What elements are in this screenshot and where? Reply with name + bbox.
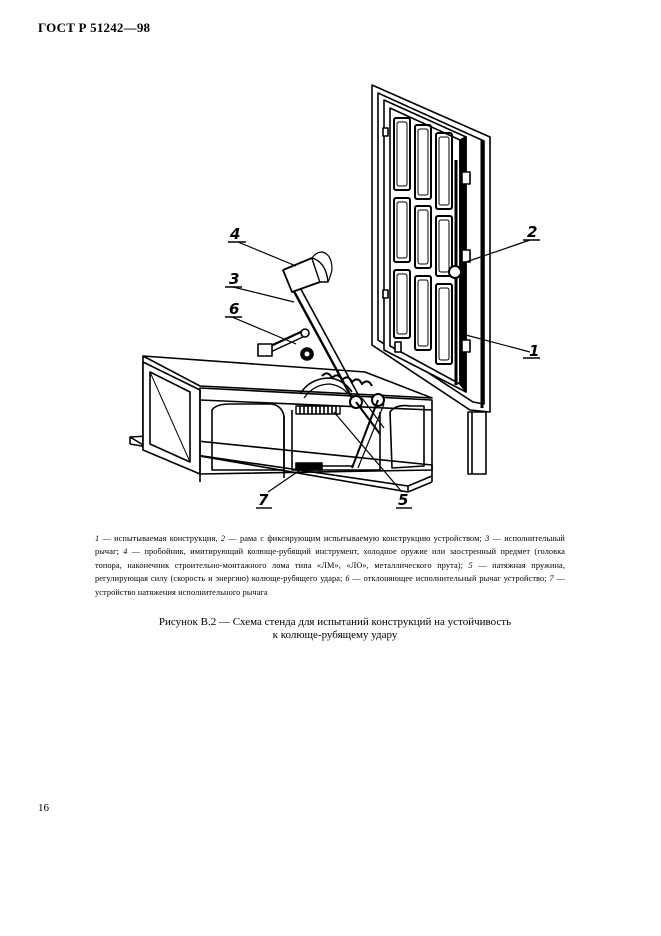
page-number: 16: [38, 802, 49, 814]
callout-5: 5: [398, 491, 409, 509]
legend-num-3: 3: [485, 534, 490, 543]
legend-text-4: пробойник, имитирующий колюще-рубящий инструмент, холодное оружие или заостренный предмет (головка топора, наконечник строительно-монтажного лома типа «ЛМ», «ЛО», металлического прута);: [95, 547, 565, 570]
legend-text-6: отклоняющее исполнительный рычаг устройство;: [363, 574, 547, 584]
callout-7: 7: [258, 491, 269, 509]
figure-legend: 1 — испытываемая конструкция, 2 — рама с фиксирующим испытываемую конструкцию устройством; 3 — исполнительный рычаг; 4 — пробойник, имитирующий колюще-рубящий инструмент, холодное оружие или заостренный предмет (головка топора, наконечник строительно-монтажного лома типа «ЛМ», «ЛО», металлического прута); 5 — натяжная пружина, регулирующая силу (скорость и энергию) колюще-рубящего удара; 6 — отклоняющее исполнительный рычаг устройство; 7 — устройство натяжения исполнительного рычага: [95, 534, 565, 597]
callout-4: 4: [230, 225, 241, 243]
legend-num-5: 5: [468, 560, 473, 570]
caption-line-2: к колюще-рубящему удару: [272, 629, 398, 641]
callout-3: 3: [229, 270, 240, 288]
callout-6: 6: [229, 300, 240, 318]
figure-caption: [120, 616, 550, 642]
legend-num-1: 1: [95, 534, 100, 543]
legend-num-6: 6: [345, 574, 350, 584]
stand-table: [130, 356, 432, 492]
lever-mechanism: [258, 252, 384, 470]
legend-text-5: натяжная пружина, регулирующая силу (скорость и энергию) колюще-рубящего удара;: [95, 560, 565, 584]
caption-line-1: Рисунок В.2 — Схема стенда для испытаний конструкций на устойчивость: [158, 616, 512, 628]
document-header: ГОСТ Р 51242—98: [38, 20, 151, 35]
door-leaf: [383, 100, 470, 392]
legend-num-7: 7: [549, 574, 554, 584]
legend-num-2: 2: [220, 534, 226, 543]
legend-text-1: испытываемая конструкция,: [114, 534, 218, 543]
legend-text-2: рама с фиксирующим испытываемую конструкцию устройством;: [239, 534, 482, 543]
legend-text-7: устройство натяжения исполнительного рычага: [95, 587, 268, 597]
callout-2: 2: [527, 223, 538, 241]
callout-1: 1: [529, 342, 540, 360]
legend-num-4: 4: [123, 547, 128, 557]
legend-text-3: исполнительный рычаг;: [95, 534, 565, 557]
